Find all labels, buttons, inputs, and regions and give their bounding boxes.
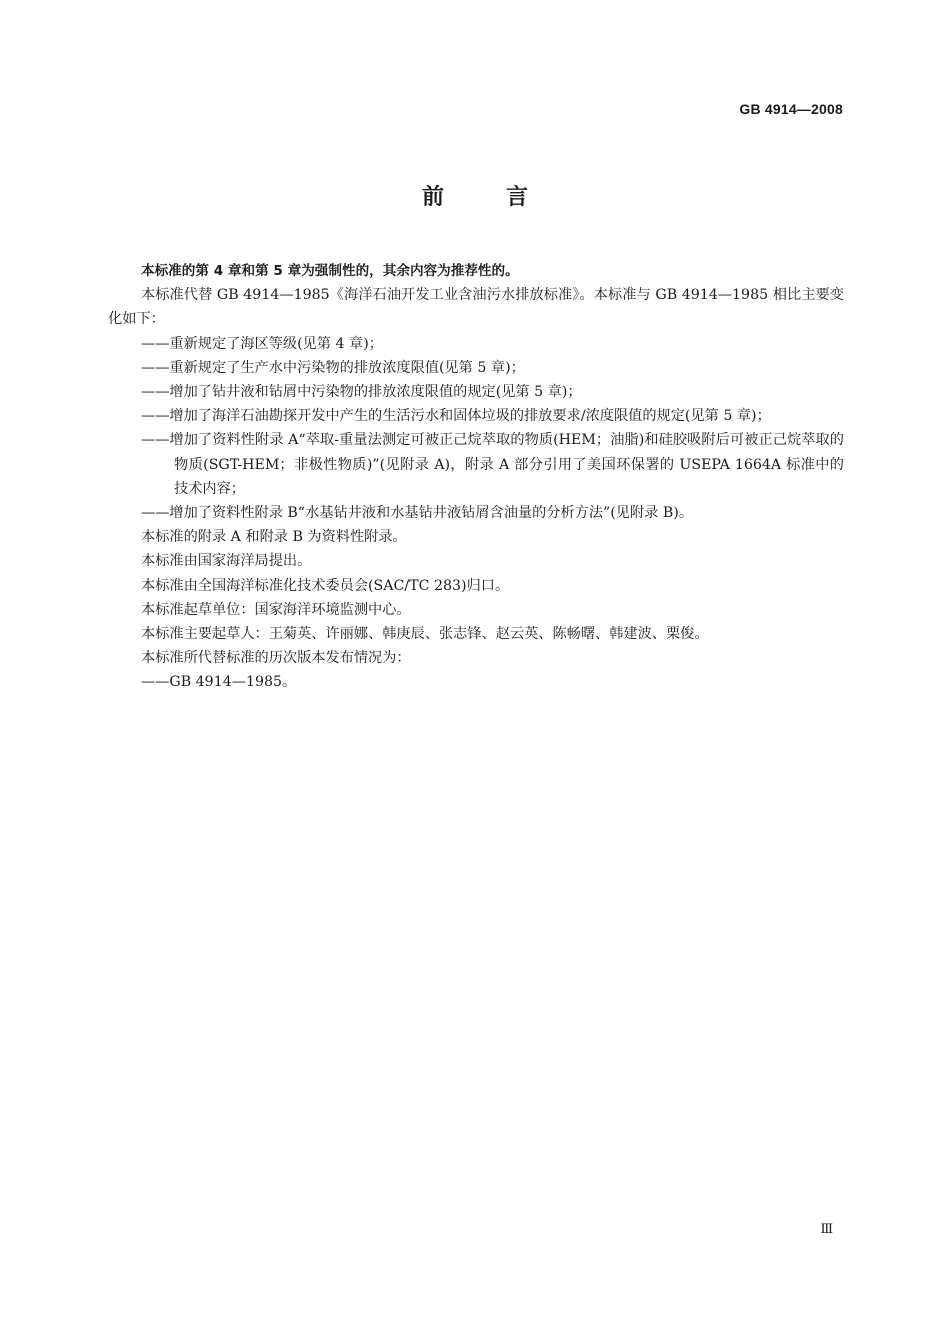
change-item: ——增加了海洋石油勘探开发中产生的生活污水和固体垃圾的排放要求/浓度限值的规定(见第 5 章)； <box>141 408 771 425</box>
document-body <box>108 259 844 695</box>
committee-statement: 本标准由全国海洋标准化技术委员会(SAC/TC 283)归口。 <box>141 577 510 594</box>
drafters-statement: 本标准主要起草人：王菊英、许丽娜、韩庚辰、张志锋、赵云英、陈畅曙、韩建波、栗俊。 <box>141 626 709 643</box>
change-item: ——增加了钻井液和钻屑中污染物的排放浓度限值的规定(见第 5 章)； <box>141 384 582 401</box>
history-item: ——GB 4914—1985。 <box>141 674 297 691</box>
change-item: ——增加了资料性附录 B“水基钻井液和水基钻井液钻屑含油量的分析方法”(见附录 B)。 <box>141 505 694 522</box>
history-statement: 本标准所代替标准的历次版本发布情况为： <box>141 650 411 667</box>
proposer-statement: 本标准由国家海洋局提出。 <box>141 553 312 570</box>
mandatory-statement: 本标准的第 4 章和第 5 章为强制性的，其余内容为推荐性的。 <box>141 263 519 279</box>
change-item: ——增加了资料性附录 A“萃取-重量法测定可被正己烷萃取的物质(HEM；油脂)和硅胶吸附后可被正己烷萃取的物质(SGT-HEM；非极性物质)”(见附录 A)，附录 A 部分引用了美国环保署的 USEPA 1664A 标准中的技术内容； <box>141 432 844 497</box>
change-item: ——重新规定了海区等级(见第 4 章)； <box>141 335 383 352</box>
replacement-statement: 本标准代替 GB 4914—1985《海洋石油开发工业含油污水排放标准》。本标准与 GB 4914—1985 相比主要变化如下： <box>108 287 844 328</box>
page-title: 前言 <box>421 185 590 210</box>
page-number: Ⅲ <box>820 1222 833 1237</box>
change-item: ——重新规定了生产水中污染物的排放浓度限值(见第 5 章)； <box>141 359 525 376</box>
standard-code: GB 4914—2008 <box>739 101 843 117</box>
appendix-statement: 本标准的附录 A 和附录 B 为资料性附录。 <box>141 529 407 546</box>
drafting-unit-statement: 本标准起草单位：国家海洋环境监测中心。 <box>141 601 411 618</box>
